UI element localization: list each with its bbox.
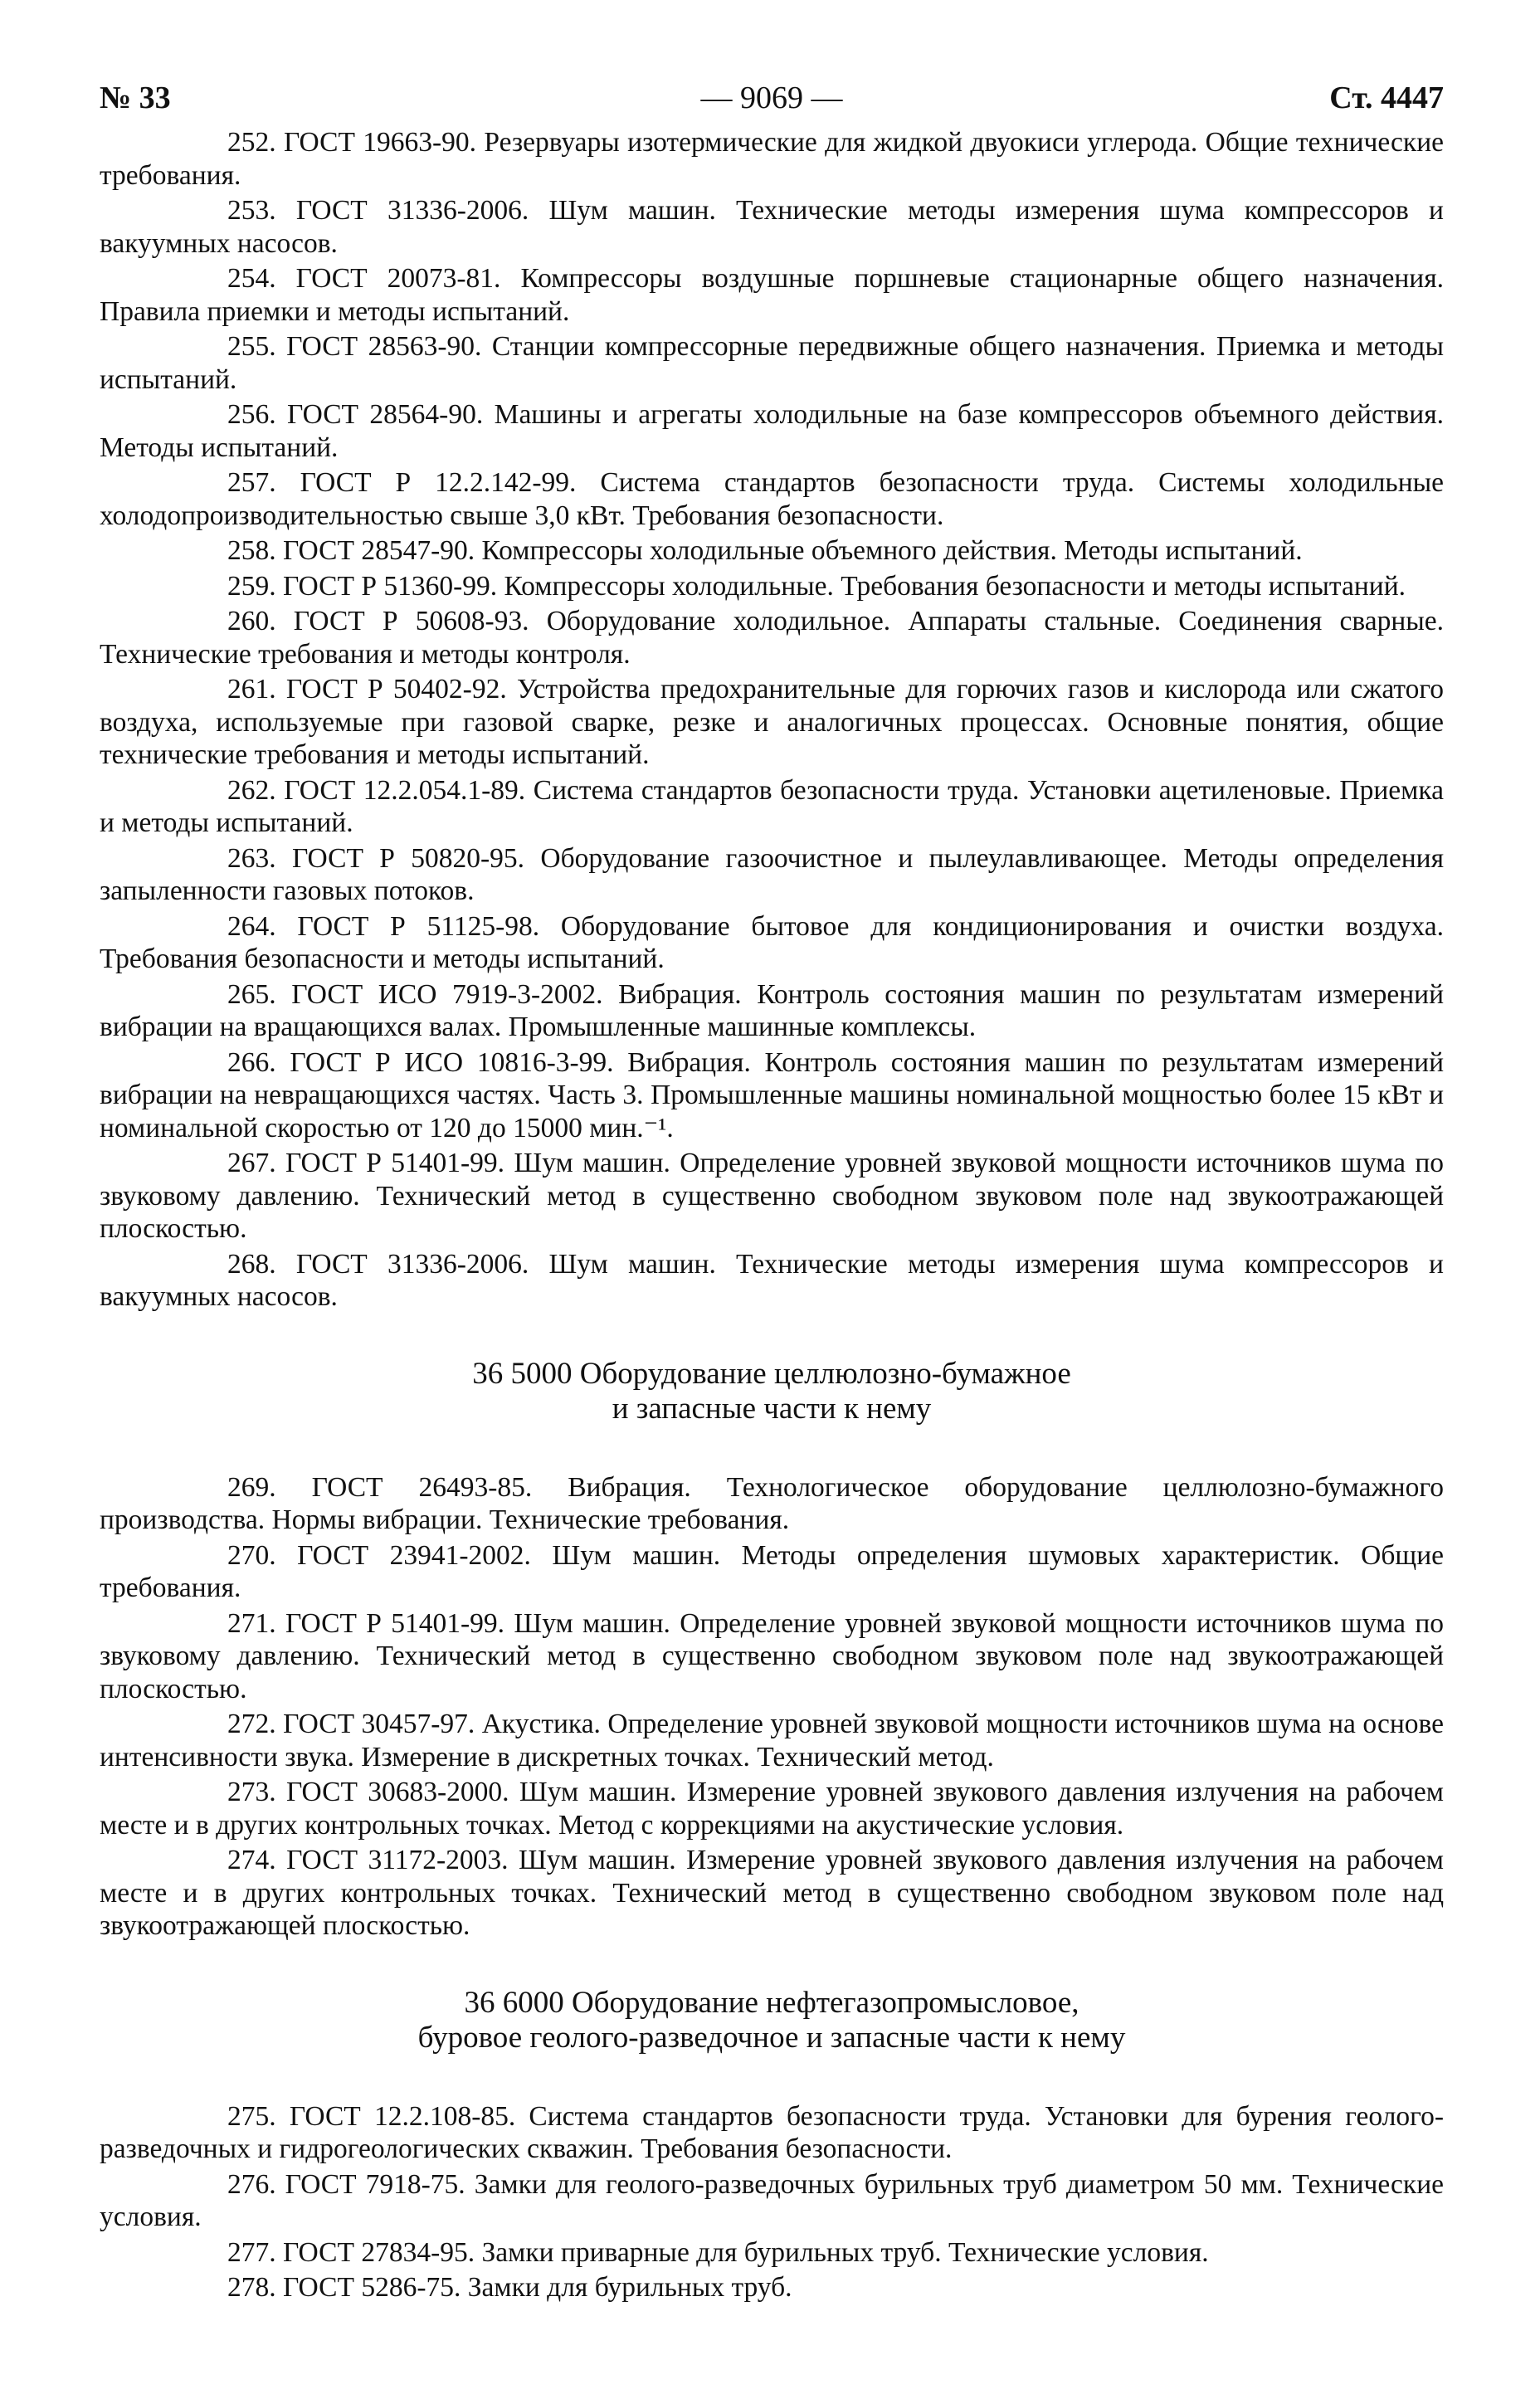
entries-block-2 (100, 1471, 1444, 1943)
document-body (100, 126, 1444, 2304)
list-item: 257. ГОСТ Р 12.2.142-99. Система стандартов безопасности труда. Системы холодильные холодопроизводительностью свыше 3,0 кВт. Требования безопасности. (100, 467, 1444, 531)
section-heading-36-5000 (100, 1357, 1444, 1426)
list-item: 272. ГОСТ 30457-97. Акустика. Определение уровней звуковой мощности источников шума на основе интенсивности звука. Измерение в дискретных точках. Технический метод. (100, 1709, 1444, 1772)
article-number: Ст. 4447 (1329, 80, 1444, 115)
list-item: 277. ГОСТ 27834-95. Замки приварные для бурильных труб. Технические условия. (227, 2236, 1209, 2268)
issue-number: № 33 (100, 80, 171, 115)
entries-block-3 (100, 2100, 1444, 2304)
list-item: 270. ГОСТ 23941-2002. Шум машин. Методы определения шумовых характеристик. Общие требования. (100, 1539, 1444, 1603)
section-heading-36-6000 (100, 1986, 1444, 2055)
list-item: 260. ГОСТ Р 50608-93. Оборудование холодильное. Аппараты стальные. Соединения сварные. Технические требования и методы контроля. (100, 606, 1444, 670)
list-item: 265. ГОСТ ИСО 7919-3-2002. Вибрация. Контроль состояния машин по результатам измерений вибрации на вращающихся валах. Промышленные машинные комплексы. (100, 978, 1444, 1042)
section-heading-line: буровое геолого-разведочное и запасные части к нему (417, 2020, 1126, 2055)
list-item: 275. ГОСТ 12.2.108-85. Система стандартов безопасности труда. Установки для бурения геолого-разведочных и гидрогеологических скважин. Требования безопасности. (100, 2100, 1444, 2164)
list-item: 258. ГОСТ 28547-90. Компрессоры холодильные объемного действия. Методы испытаний. (227, 535, 1303, 566)
page-number: — 9069 — (700, 80, 843, 115)
list-item: 264. ГОСТ Р 51125-98. Оборудование бытовое для кондиционирования и очистки воздуха. Требования безопасности и методы испытаний. (100, 910, 1444, 974)
list-item: 271. ГОСТ Р 51401-99. Шум машин. Определение уровней звуковой мощности источников шума по звуковому давлению. Технический метод в существенно свободном звуковом поле над звукоотражающей плоскостью. (100, 1607, 1444, 1704)
list-item: 263. ГОСТ Р 50820-95. Оборудование газоочистное и пылеулавливающее. Методы определения запыленности газовых потоков. (100, 842, 1444, 906)
list-item: 273. ГОСТ 30683-2000. Шум машин. Измерение уровней звукового давления излучения на рабочем месте и в других контрольных точках. Метод с коррекциями на акустические условия. (100, 1777, 1444, 1841)
page-header (100, 75, 1444, 121)
list-item: 267. ГОСТ Р 51401-99. Шум машин. Определение уровней звуковой мощности источников шума по звуковому давлению. Технический метод в существенно свободном звуковом поле над звукоотражающей плоскостью. (100, 1148, 1444, 1244)
list-item: 276. ГОСТ 7918-75. Замки для геолого-разведочных бурильных труб диаметром 50 мм. Технические условия. (100, 2168, 1444, 2232)
list-item: 269. ГОСТ 26493-85. Вибрация. Технологическое оборудование целлюлозно-бумажного производства. Нормы вибрации. Технические требования. (100, 1471, 1444, 1535)
list-item: 261. ГОСТ Р 50402-92. Устройства предохранительные для горючих газов и кислорода или сжатого воздуха, используемые при газовой сварке, резке и аналогичных процессах. Основные понятия, общие технические требования и методы испытаний. (100, 674, 1444, 770)
list-item: 254. ГОСТ 20073-81. Компрессоры воздушные поршневые стационарные общего назначения. Правила приемки и методы испытаний. (100, 263, 1444, 327)
list-item: 259. ГОСТ Р 51360-99. Компрессоры холодильные. Требования безопасности и методы испытаний. (227, 570, 1406, 602)
list-item: 262. ГОСТ 12.2.054.1-89. Система стандартов безопасности труда. Установки ацетиленовые. Приемка и методы испытаний. (100, 774, 1444, 838)
list-item: 268. ГОСТ 31336-2006. Шум машин. Технические методы измерения шума компрессоров и вакуумных насосов. (100, 1248, 1444, 1312)
list-item: 255. ГОСТ 28563-90. Станции компрессорные передвижные общего назначения. Приемка и методы испытаний. (100, 331, 1444, 395)
section-heading-line: 36 6000 Оборудование нефтегазопромысловое, (464, 1985, 1079, 2020)
list-item: 256. ГОСТ 28564-90. Машины и агрегаты холодильные на базе компрессоров объемного действия. Методы испытаний. (100, 399, 1444, 463)
section-heading-line: и запасные части к нему (612, 1391, 932, 1426)
list-item: 278. ГОСТ 5286-75. Замки для бурильных труб. (227, 2272, 792, 2303)
entries-block-1 (100, 126, 1444, 1314)
list-item: 252. ГОСТ 19663-90. Резервуары изотермические для жидкой двуокиси углерода. Общие технические требования. (100, 127, 1444, 191)
list-item: 274. ГОСТ 31172-2003. Шум машин. Измерение уровней звукового давления излучения на рабочем месте и в других контрольных точках. Технический метод в существенно свободном звуковом поле над звукоотражающей плоскостью. (100, 1845, 1444, 1941)
list-item: 266. ГОСТ Р ИСО 10816-3-99. Вибрация. Контроль состояния машин по результатам измерений вибрации на невращающихся частях. Часть 3. Промышленные машины номинальной мощностью более 15 кВт и номинальной скоростью от 120 до 15000 мин.⁻¹. (100, 1046, 1444, 1143)
section-heading-line: 36 5000 Оборудование целлюлозно-бумажное (472, 1356, 1071, 1391)
list-item: 253. ГОСТ 31336-2006. Шум машин. Технические методы измерения шума компрессоров и вакуумных насосов. (100, 195, 1444, 259)
document-page (100, 75, 1444, 2307)
